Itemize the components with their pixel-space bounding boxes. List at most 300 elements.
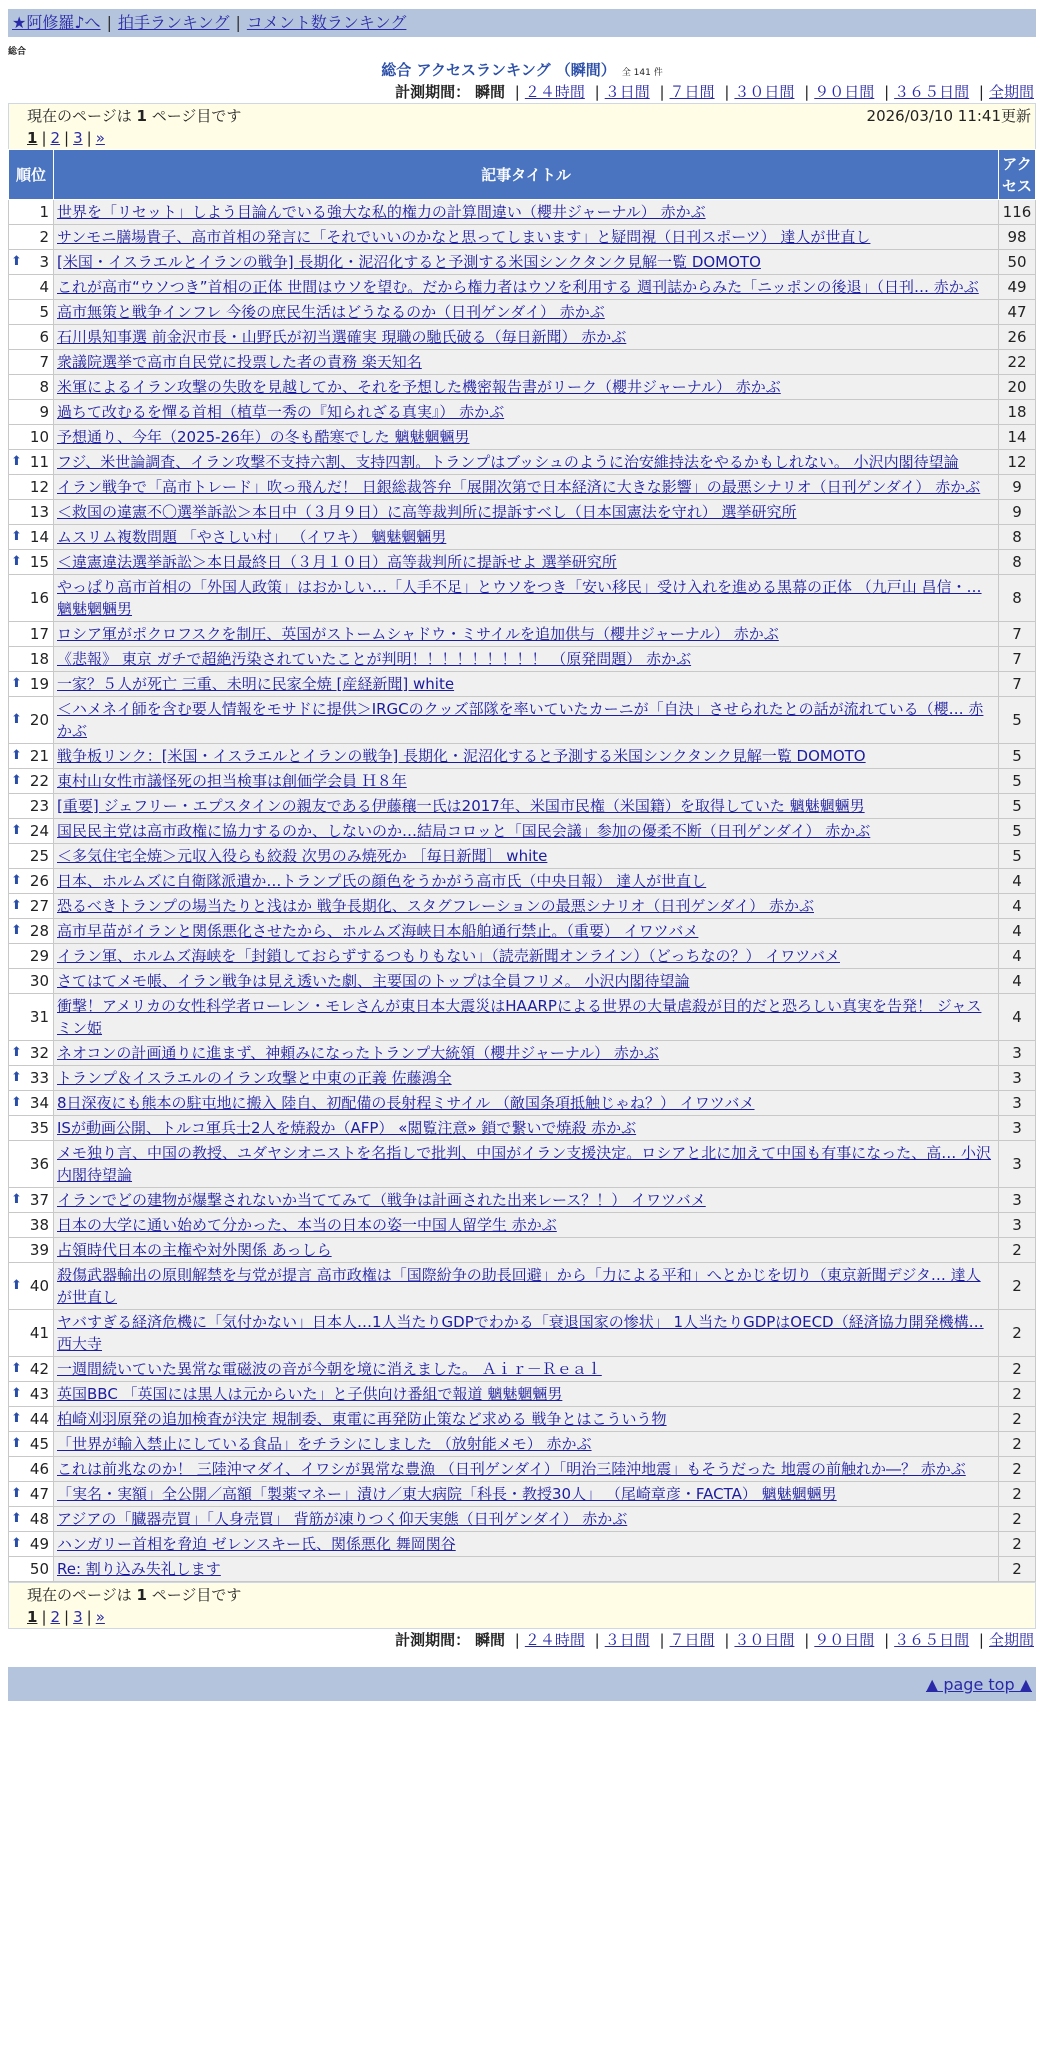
article-title-link[interactable]: 東村山女性市議怪死の担当検事は創価学会員 Ｈ８年 <box>57 772 407 790</box>
period-link-365d[interactable]: ３６５日間 <box>894 83 970 101</box>
table-row <box>9 575 1036 622</box>
rank-up-arrow-icon: ⬆ <box>11 676 22 691</box>
header-title: 記事タイトル <box>54 150 999 200</box>
period-link-7d[interactable]: ７日間 <box>669 83 715 101</box>
rank-number: 17 <box>29 625 49 643</box>
rank-cell <box>9 794 54 819</box>
table-row <box>9 697 1036 744</box>
article-title-link[interactable]: 《悲報》 東京 ガチで超絶汚染されていたことが判明！！！！！！！！！ （原発問題） 赤かぶ <box>57 650 692 668</box>
page-next-link[interactable]: » <box>95 129 105 147</box>
rank-number: 41 <box>29 1324 49 1342</box>
access-count: 5 <box>999 744 1036 769</box>
rank-number: 32 <box>29 1044 49 1062</box>
article-title-link[interactable]: ムスリム複数問題 「やさしい村」 （イワキ） 魑魅魍魎男 <box>57 528 447 546</box>
rank-number: 37 <box>29 1191 49 1209</box>
rank-number: 46 <box>29 1460 49 1478</box>
title-cell <box>54 1238 999 1263</box>
table-row <box>9 894 1036 919</box>
table-row <box>9 525 1036 550</box>
rank-number: 43 <box>29 1385 49 1403</box>
rank-cell <box>9 475 54 500</box>
access-count: 22 <box>999 350 1036 375</box>
title-cell <box>54 1457 999 1482</box>
title-cell <box>54 1382 999 1407</box>
access-count: 5 <box>999 844 1036 869</box>
rank-up-arrow-icon: ⬆ <box>11 1411 22 1426</box>
access-count: 3 <box>999 1066 1036 1091</box>
rank-number: 19 <box>29 675 49 693</box>
access-count: 9 <box>999 500 1036 525</box>
rank-number: 18 <box>29 650 49 668</box>
page-link-3-bottom[interactable]: 3 <box>73 1608 83 1626</box>
rank-number: 8 <box>39 378 49 396</box>
access-count: 2 <box>999 1238 1036 1263</box>
rank-cell <box>9 1457 54 1482</box>
article-title-link[interactable]: ロシア軍がポクロフスクを制圧、英国がストームシャドウ・ミサイルを追加供与（櫻井ジャーナル） 赤かぶ <box>57 625 779 643</box>
rank-cell <box>9 1263 54 1310</box>
period-label-bottom: 計測期間： <box>395 1631 471 1649</box>
table-row <box>9 1382 1036 1407</box>
rank-number: 22 <box>29 772 49 790</box>
rank-cell <box>9 1066 54 1091</box>
rank-number: 21 <box>29 747 49 765</box>
header-access: アクセス <box>999 150 1036 200</box>
rank-number: 27 <box>29 897 49 915</box>
access-count: 3 <box>999 1141 1036 1188</box>
table-row <box>9 1263 1036 1310</box>
article-title-link[interactable]: イランでどの建物が爆撃されないか当ててみて（戦争は計画された出来レース？！） イワツバメ <box>57 1191 706 1209</box>
rank-number: 26 <box>29 872 49 890</box>
rank-up-arrow-icon: ⬆ <box>11 1436 22 1451</box>
page-current-bottom: 1 <box>27 1608 38 1626</box>
period-link-3d[interactable]: ３日間 <box>604 83 650 101</box>
table-row <box>9 425 1036 450</box>
access-count: 49 <box>999 275 1036 300</box>
access-count: 7 <box>999 622 1036 647</box>
footer-bar <box>8 1667 1036 1701</box>
article-title-link[interactable]: 高市早苗がイランと関係悪化させたから、ホルムズ海峡日本船舶通行禁止。（重要） イワツバメ <box>57 922 699 940</box>
article-title-link[interactable]: 占領時代日本の主権や対外関係 あっしら <box>57 1241 332 1259</box>
page-next-link-bottom[interactable]: » <box>95 1608 105 1626</box>
rank-number: 24 <box>29 822 49 840</box>
rank-up-arrow-icon: ⬆ <box>11 898 22 913</box>
access-count: 2 <box>999 1507 1036 1532</box>
article-title-link[interactable]: [米国・イスラエルとイランの戦争] 長期化・泥沼化すると予測する米国シンクタンク見解一覧 DOMOTO <box>57 253 761 271</box>
title-cell <box>54 500 999 525</box>
rank-cell <box>9 1091 54 1116</box>
access-count: 8 <box>999 550 1036 575</box>
site-home-link[interactable]: ★阿修羅♪へ <box>12 13 101 32</box>
access-count: 2 <box>999 1482 1036 1507</box>
table-row <box>9 919 1036 944</box>
rank-up-arrow-icon: ⬆ <box>11 823 22 838</box>
access-count: 116 <box>999 200 1036 225</box>
title-cell <box>54 425 999 450</box>
access-count: 2 <box>999 1357 1036 1382</box>
category-label: 総合 <box>8 47 27 57</box>
rank-number: 11 <box>29 453 49 471</box>
title-cell <box>54 1432 999 1457</box>
title-cell <box>54 1482 999 1507</box>
table-row <box>9 200 1036 225</box>
title-cell <box>54 325 999 350</box>
title-cell <box>54 944 999 969</box>
title-cell <box>54 819 999 844</box>
page-link-2[interactable]: 2 <box>50 129 61 147</box>
rank-cell <box>9 969 54 994</box>
total-count: 全 141 件 <box>621 68 663 78</box>
rank-number: 1 <box>39 203 49 221</box>
rank-number: 44 <box>29 1410 49 1428</box>
table-row <box>9 1066 1036 1091</box>
rank-up-arrow-icon: ⬆ <box>11 748 22 763</box>
access-count: 5 <box>999 794 1036 819</box>
article-title-link[interactable]: 国民民主党は高市政権に協力するのか、しないのか…結局コロッと「国民会議」参加の優柔不断（日刊ゲンダイ） 赤かぶ <box>57 822 871 840</box>
title-cell <box>54 1357 999 1382</box>
table-row <box>9 1238 1036 1263</box>
rank-number: 10 <box>29 428 49 446</box>
article-title-link[interactable]: ネオコンの計画通りに進まず、神頼みになったトランプ大統領（櫻井ジャーナル） 赤かぶ <box>57 1044 659 1062</box>
access-count: 4 <box>999 919 1036 944</box>
access-count: 7 <box>999 672 1036 697</box>
title-cell <box>54 550 999 575</box>
rank-cell <box>9 672 54 697</box>
article-title-link[interactable]: 高市無策と戦争インフレ 今後の庶民生活はどうなるのか（日刊ゲンダイ） 赤かぶ <box>57 303 605 321</box>
article-title-link[interactable]: 予想通り、今年（2025-26年）の冬も酷寒でした 魑魅魍魎男 <box>57 428 470 446</box>
page-status: 現在のページは 1 ページ目です <box>27 107 242 125</box>
article-title-link[interactable]: 日本の大学に通い始めて分かった、本当の日本の姿一中国人留学生 赤かぶ <box>57 1216 557 1234</box>
rank-cell <box>9 744 54 769</box>
table-row <box>9 844 1036 869</box>
title-cell <box>54 1066 999 1091</box>
title-cell <box>54 1213 999 1238</box>
period-link-90d-bottom[interactable]: ９０日間 <box>814 1631 875 1649</box>
comment-ranking-link[interactable]: コメント数ランキング <box>246 13 407 32</box>
table-row <box>9 400 1036 425</box>
table-row <box>9 1141 1036 1188</box>
table-row <box>9 225 1036 250</box>
article-title-link[interactable]: 恐るべきトランプの場当たりと浅はか 戦争長期化、スタグフレーションの最悪シナリオ（日刊ゲンダイ） 赤かぶ <box>57 897 814 915</box>
article-title-link[interactable]: [重要] ジェフリー・エプスタインの親友である伊藤穰一氏は2017年、米国市民権（米国籍）を取得していた 魑魅魍魎男 <box>57 797 865 815</box>
rank-cell <box>9 919 54 944</box>
access-count: 3 <box>999 1188 1036 1213</box>
access-count: 8 <box>999 575 1036 622</box>
access-count: 18 <box>999 400 1036 425</box>
page-link-3[interactable]: 3 <box>73 129 83 147</box>
table-row <box>9 994 1036 1041</box>
rank-number: 47 <box>29 1485 49 1503</box>
article-title-link[interactable]: さてはてメモ帳、イラン戦争は見え透いた劇、主要国のトップは全員フリメ。 小沢内閣待望論 <box>57 972 690 990</box>
article-title-link[interactable]: これが高市“ウソつき”首相の正体 世間はウソを望む。だから権力者はウソを利用する 週刊誌からみた「ニッポンの後退」（日刊… 赤かぶ <box>57 278 979 296</box>
rank-up-arrow-icon: ⬆ <box>11 1386 22 1401</box>
rank-number: 2 <box>39 228 49 246</box>
table-row <box>9 769 1036 794</box>
rank-up-arrow-icon: ⬆ <box>11 1486 22 1501</box>
access-count: 98 <box>999 225 1036 250</box>
article-title-link[interactable]: やっぱり高市首相の「外国人政策」はおかしい…「人手不足」とウソをつき「安い移民」受け入れを進める黒幕の正体 （九戸山 昌信・… 魑魅魍魎男 <box>57 578 982 618</box>
table-row <box>9 1507 1036 1532</box>
article-title-link[interactable]: メモ独り言、中国の教授、ユダヤシオニストを名指しで批判、中国がイラン支援決定。ロシアと北に加えて中国も有事になった、高… 小沢内閣待望論 <box>57 1144 992 1184</box>
period-link-all-bottom[interactable]: 全期間 <box>988 1631 1034 1649</box>
rank-cell <box>9 325 54 350</box>
article-title-link[interactable]: 一家？５人が死亡 三重、未明に民家全焼 [産経新聞] white <box>57 675 455 693</box>
article-title-link[interactable]: 過ちて改むるを憚る首相（植草一秀の『知られざる真実』） 赤かぶ <box>57 403 505 421</box>
table-row <box>9 1091 1036 1116</box>
access-count: 7 <box>999 647 1036 672</box>
access-count: 26 <box>999 325 1036 350</box>
article-title-link[interactable]: 衝撃！アメリカの女性科学者ローレン・モレさんが東日本大震災はHAARPによる世界の大量虐殺が目的だと恐ろしい真実を告発！ ジャスミン姫 <box>57 997 982 1037</box>
table-row <box>9 969 1036 994</box>
access-count: 4 <box>999 894 1036 919</box>
rank-up-arrow-icon: ⬆ <box>11 773 22 788</box>
rank-number: 48 <box>29 1510 49 1528</box>
table-row <box>9 647 1036 672</box>
article-title-link[interactable]: ヤバすぎる経済危機に「気付かない」日本人…1人当たりGDPでわかる「衰退国家の惨状」 1人当たりGDPはOECD（経済協力開発機構… 西大寺 <box>57 1313 984 1353</box>
rank-cell <box>9 1507 54 1532</box>
title-cell <box>54 575 999 622</box>
access-count: 5 <box>999 819 1036 844</box>
article-title-link[interactable]: これは前兆なのか！ 三陸沖マダイ、イワシが異常な豊漁 （日刊ゲンダイ）「明治三陸沖地震」もそうだった 地震の前触れか―？ 赤かぶ <box>57 1460 966 1478</box>
access-count: 47 <box>999 300 1036 325</box>
rank-cell <box>9 525 54 550</box>
article-title-link[interactable]: 米軍によるイラン攻撃の失敗を見越してか、それを予想した機密報告書がリーク（櫻井ジャーナル） 赤かぶ <box>57 378 781 396</box>
rank-number: 14 <box>29 528 49 546</box>
title-cell <box>54 844 999 869</box>
access-count: 5 <box>999 769 1036 794</box>
page-top-link[interactable]: ▲ page top ▲ <box>925 1675 1032 1694</box>
article-title-link[interactable]: 「世界が輸入禁止にしている食品」をチラシにしました （放射能メモ） 赤かぶ <box>57 1435 592 1453</box>
rank-cell <box>9 769 54 794</box>
article-title-link[interactable]: 英国BBC 「英国には黒人は元からいた」と子供向け番組で報道 魑魅魍魎男 <box>57 1385 563 1403</box>
access-count: 3 <box>999 1213 1036 1238</box>
title-cell <box>54 672 999 697</box>
table-row <box>9 325 1036 350</box>
rank-cell <box>9 1141 54 1188</box>
access-count: 2 <box>999 1532 1036 1557</box>
rank-number: 29 <box>29 947 49 965</box>
rank-number: 4 <box>39 278 49 296</box>
rank-cell <box>9 1041 54 1066</box>
rank-cell <box>9 1382 54 1407</box>
article-title-link[interactable]: 日本、ホルムズに自衛隊派遣か…トランプ氏の顔色をうかがう高市氏（中央日報） 達人が世直し <box>57 872 707 890</box>
table-row <box>9 869 1036 894</box>
rank-cell <box>9 994 54 1041</box>
title-cell <box>54 1263 999 1310</box>
rank-cell <box>9 697 54 744</box>
title-cell <box>54 969 999 994</box>
title-cell <box>54 1557 999 1582</box>
title-cell <box>54 869 999 894</box>
rank-cell <box>9 869 54 894</box>
rank-cell <box>9 1213 54 1238</box>
rank-cell <box>9 1310 54 1357</box>
table-row <box>9 475 1036 500</box>
access-count: 4 <box>999 944 1036 969</box>
period-link-7d-bottom[interactable]: ７日間 <box>669 1631 715 1649</box>
article-title-link[interactable]: 「実名・実額」全公開／高額「製薬マネー」漬け／東大病院「科長・教授30人」 （尾崎章彦・FACTA） 魑魅魍魎男 <box>57 1485 837 1503</box>
title-cell <box>54 1188 999 1213</box>
rank-up-arrow-icon: ⬆ <box>11 873 22 888</box>
period-link-90d[interactable]: ９０日間 <box>814 83 875 101</box>
title-cell <box>54 1091 999 1116</box>
article-title-link[interactable]: ＜違憲違法選挙訴訟＞本日最終日（３月１０日）高等裁判所に提訴せよ 選挙研究所 <box>57 553 617 571</box>
table-row <box>9 1407 1036 1432</box>
access-count: 3 <box>999 1091 1036 1116</box>
rank-cell <box>9 819 54 844</box>
table-row <box>9 1557 1036 1582</box>
period-link-30d-bottom[interactable]: ３０日間 <box>734 1631 795 1649</box>
access-count: 9 <box>999 475 1036 500</box>
rank-up-arrow-icon: ⬆ <box>11 1278 22 1293</box>
access-count: 2 <box>999 1407 1036 1432</box>
rank-cell <box>9 200 54 225</box>
rank-cell <box>9 425 54 450</box>
title-cell <box>54 1407 999 1432</box>
period-label: 計測期間： <box>395 83 471 101</box>
table-row <box>9 550 1036 575</box>
period-link-3d-bottom[interactable]: ３日間 <box>604 1631 650 1649</box>
article-title-link[interactable]: 殺傷武器輸出の原則解禁を与党が提言 高市政権は「国際紛争の助長回避」から「力による平和」へとかじを切り（東京新聞デジタ… 達人が世直し <box>57 1266 981 1306</box>
access-count: 4 <box>999 994 1036 1041</box>
page-link-2-bottom[interactable]: 2 <box>50 1608 61 1626</box>
article-title-link[interactable]: ＜ハメネイ師を含む要人情報をモサドに提供＞IRGCのクッズ部隊を率いていたカーニが「自決」させられたとの話が流れている（櫻… 赤かぶ <box>57 700 984 740</box>
rank-cell <box>9 1532 54 1557</box>
article-title-link[interactable]: イラン軍、ホルムズ海峡を「封鎖しておらずするつもりもない」（読売新聞オンライン）（どっちなの？） イワツバメ <box>57 947 840 965</box>
access-count: 2 <box>999 1263 1036 1310</box>
access-count: 8 <box>999 525 1036 550</box>
title-cell <box>54 1507 999 1532</box>
article-title-link[interactable]: 石川県知事選 前金沢市長・山野氏が初当選確実 現職の馳氏破る（毎日新聞） 赤かぶ <box>57 328 627 346</box>
title-cell <box>54 794 999 819</box>
access-count: 4 <box>999 869 1036 894</box>
access-count: 2 <box>999 1310 1036 1357</box>
rank-number: 25 <box>29 847 49 865</box>
rank-cell <box>9 1357 54 1382</box>
table-row <box>9 819 1036 844</box>
applause-ranking-link[interactable]: 拍手ランキング <box>117 13 230 32</box>
rank-up-arrow-icon: ⬆ <box>11 1045 22 1060</box>
page-title-text: 総合 アクセスランキング （瞬間） <box>381 61 616 79</box>
top-navigation: ★阿修羅♪へ | 拍手ランキング | コメント数ランキング <box>8 9 1036 37</box>
table-row <box>9 1432 1036 1457</box>
access-count: 2 <box>999 1457 1036 1482</box>
title-cell <box>54 647 999 672</box>
table-row <box>9 1041 1036 1066</box>
title-cell <box>54 1310 999 1357</box>
article-title-link[interactable]: フジ、米世論調査、イラン攻撃不支持六割、支持四割。トランプはブッシュのように治安維持法をやるかもしれない。 小沢内閣待望論 <box>57 453 959 471</box>
title-cell <box>54 475 999 500</box>
rank-number: 6 <box>39 328 49 346</box>
ranking-table <box>8 149 1036 1582</box>
article-title-link[interactable]: イラン戦争で「高市トレード」吹っ飛んだ！ 日銀総裁答弁「展開次第で日本経済に大きな影響」の最悪シナリオ（日刊ゲンダイ） 赤かぶ <box>57 478 981 496</box>
rank-cell <box>9 647 54 672</box>
article-title-link[interactable]: 8日深夜にも熊本の駐屯地に搬入 陸自、初配備の長射程ミサイル （敵国条項抵触じゃね？） イワツバメ <box>57 1094 755 1112</box>
article-title-link[interactable]: 衆議院選挙で高市自民党に投票した者の責務 楽天知名 <box>57 353 422 371</box>
rank-cell <box>9 225 54 250</box>
article-title-link[interactable]: ＜多気住宅全焼＞元収入役らも絞殺 次男のみ焼死か ［毎日新聞］ white <box>57 847 548 865</box>
rank-number: 39 <box>29 1241 49 1259</box>
article-title-link[interactable]: サンモニ膳場貴子、高市首相の発言に「それでいいのかなと思ってしまいます」と疑問視（日刊スポーツ） 達人が世直し <box>57 228 871 246</box>
rank-cell <box>9 300 54 325</box>
rank-number: 31 <box>29 1008 49 1026</box>
rank-cell <box>9 844 54 869</box>
period-link-365d-bottom[interactable]: ３６５日間 <box>894 1631 970 1649</box>
table-row <box>9 744 1036 769</box>
period-link-24h[interactable]: ２４時間 <box>524 83 585 101</box>
article-title-link[interactable]: アジアの「臓器売買」「人身売買」 背筋が凍りつく仰天実態（日刊ゲンダイ） 赤かぶ <box>57 1510 628 1528</box>
rank-number: 28 <box>29 922 49 940</box>
period-link-all[interactable]: 全期間 <box>988 83 1034 101</box>
header-rank: 順位 <box>9 150 54 200</box>
article-title-link[interactable]: 一週間続いていた異常な電磁波の音が今朝を境に消えました。 Ａｉｒ－Ｒｅａｌ <box>57 1360 602 1378</box>
table-row <box>9 1457 1036 1482</box>
pager-top: 現在のページは 1 ページ目です 2026/03/10 11:41更新 1 | 2 | 3 | » <box>8 103 1036 149</box>
table-row <box>9 1482 1036 1507</box>
table-row <box>9 1213 1036 1238</box>
title-cell <box>54 225 999 250</box>
rank-number: 15 <box>29 553 49 571</box>
rank-cell <box>9 1557 54 1582</box>
rank-cell <box>9 450 54 475</box>
period-selector-bottom: 計測期間： 瞬間 | ２４時間 | ３日間 | ７日間 | ３０日間 | ９０日間 | ３６５日間 | 全期間 <box>395 1631 1034 1649</box>
access-count: 12 <box>999 450 1036 475</box>
table-row <box>9 944 1036 969</box>
rank-cell <box>9 1407 54 1432</box>
period-link-24h-bottom[interactable]: ２４時間 <box>524 1631 585 1649</box>
table-row <box>9 1310 1036 1357</box>
rank-number: 49 <box>29 1535 49 1553</box>
access-count: 14 <box>999 425 1036 450</box>
table-row <box>9 375 1036 400</box>
article-title-link[interactable]: 世界を「リセット」しよう目論んでいる強大な私的権力の計算間違い（櫻井ジャーナル） 赤かぶ <box>57 203 706 221</box>
table-row <box>9 1116 1036 1141</box>
rank-up-arrow-icon: ⬆ <box>11 1192 22 1207</box>
period-current-bottom: 瞬間 <box>474 1631 505 1649</box>
title-cell <box>54 200 999 225</box>
period-link-30d[interactable]: ３０日間 <box>734 83 795 101</box>
rank-cell <box>9 275 54 300</box>
title-cell <box>54 375 999 400</box>
page-title <box>8 59 1036 81</box>
access-count: 20 <box>999 375 1036 400</box>
rank-up-arrow-icon: ⬆ <box>11 529 22 544</box>
article-title-link[interactable]: Re: 割り込み失礼します <box>57 1560 221 1578</box>
article-title-link[interactable]: ＜救国の違憲不〇選挙訴訟＞本日中（３月９日）に高等裁判所に提訴すべし（日本国憲法を守れ） 選挙研究所 <box>57 503 797 521</box>
article-title-link[interactable]: 戦争板リンク：[米国・イスラエルとイランの戦争] 長期化・泥沼化すると予測する米国シンクタンク見解一覧 DOMOTO <box>57 747 866 765</box>
title-cell <box>54 697 999 744</box>
access-count: 3 <box>999 1041 1036 1066</box>
rank-number: 20 <box>29 711 49 729</box>
table-row <box>9 300 1036 325</box>
article-title-link[interactable]: 柏崎刈羽原発の追加検査が決定 規制委、東電に再発防止策など求める 戦争とはこういう物 <box>57 1410 667 1428</box>
article-title-link[interactable]: ハンガリー首相を脅迫 ゼレンスキー氏、関係悪化 舞岡関谷 <box>57 1535 456 1553</box>
rank-number: 36 <box>29 1155 49 1173</box>
title-cell <box>54 919 999 944</box>
period-selector-top: 計測期間： 瞬間 | ２４時間 | ３日間 | ７日間 | ３０日間 | ９０日間 | ３６５日間 | 全期間 <box>395 83 1034 101</box>
title-cell <box>54 1532 999 1557</box>
article-title-link[interactable]: トランプ＆イスラエルのイラン攻撃と中東の正義 佐藤鴻全 <box>57 1069 452 1087</box>
rank-number: 3 <box>39 253 49 271</box>
article-title-link[interactable]: ISが動画公開、トルコ軍兵士2人を焼殺か（AFP） «閲覧注意» 鎖で繋いで焼殺 赤かぶ <box>57 1119 637 1137</box>
table-row <box>9 1357 1036 1382</box>
rank-number: 33 <box>29 1069 49 1087</box>
rank-cell <box>9 550 54 575</box>
table-row <box>9 350 1036 375</box>
access-count: 3 <box>999 1116 1036 1141</box>
table-row <box>9 450 1036 475</box>
rank-cell <box>9 944 54 969</box>
table-row <box>9 250 1036 275</box>
